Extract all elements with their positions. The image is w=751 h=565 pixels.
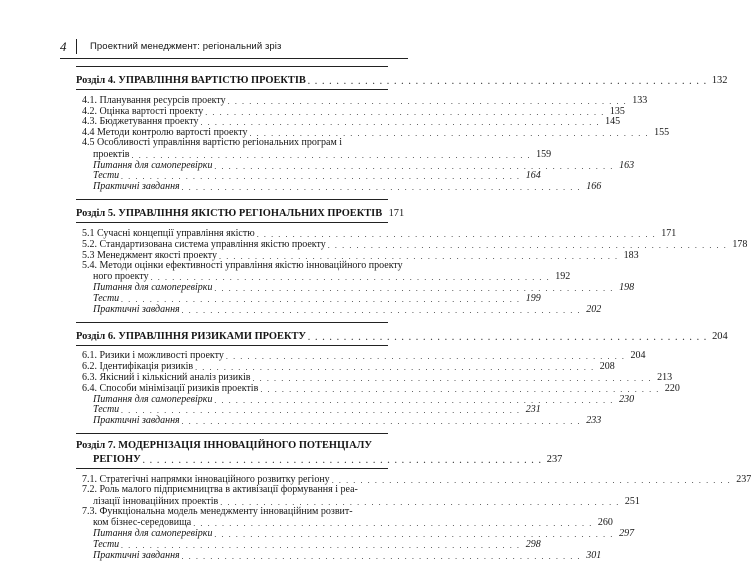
section-heading-page: 171 — [388, 208, 405, 220]
section-heading-page: 132 — [711, 75, 728, 86]
toc-exercise-entry — [76, 281, 635, 293]
dot-leader: . . . . . . . . . . . . . . . . . . . . . . . . . . . . . . . . . . . . . . . . . . . . . . . . . . . . . . . . — [131, 150, 532, 160]
section-heading-cont-label: РЕГІОНУ — [93, 454, 141, 466]
toc-entry-page: 208 — [599, 361, 615, 373]
section-heading — [76, 439, 388, 451]
dot-leader: . . . . . . . . . . . . . . . . . . . . . . . . . . . . . . . . . . . . . . . . . . . . . . . . . . . . . . . . — [249, 129, 650, 139]
dot-leader: . . . . . . . . . . . . . . . . . . . . . . . . . . . . . . . . . . . . . . . . . . . . . . . . . . . . . . . . — [121, 540, 521, 550]
section-heading-label: Розділ 4. УПРАВЛІННЯ ВАРТІСТЮ ПРОЕКТІВ — [76, 75, 306, 86]
toc-entry: 4.5 Особливості управління вартістю регіональних програм і — [82, 137, 343, 149]
toc-exercise-entry — [76, 393, 635, 405]
header-separator — [76, 39, 77, 54]
section-rule — [76, 199, 388, 200]
dot-leader: . . . . . . . . . . . . . . . . . . . . . . . . . . . . . . . . . . . . . . . . . . . . . . . . . . . . . . . . — [150, 273, 551, 283]
toc-entry — [76, 148, 552, 160]
toc-entry-label: 6.1. Ризики і можливості проекту — [82, 350, 224, 362]
dot-leader: . . . . . . . . . . . . . . . . . . . . . . . . . . . . . . . . . . . . . . . . . . . . . . . . . . . . . . . . — [121, 172, 521, 182]
toc-entry — [76, 116, 621, 128]
toc-entry-page: 213 — [657, 371, 673, 383]
toc-entry — [76, 495, 640, 507]
dot-leader: . . . . . . . . . . . . . . . . . . . . . . . . . . . . . . . . . . . . . . . . . . . . . . . . . . . . . . . . — [121, 294, 521, 304]
section-rule — [76, 345, 388, 346]
dot-leader: . . . . . . . . . . . . . . . . . . . . . . . . . . . . . . . . . . . . . . . . . . . . . . . . . . . . . . . . — [181, 551, 582, 561]
toc-entry — [76, 382, 680, 394]
dot-leader: . . . . . . . . . . . . . . . . . . . . . . . . . . . . . . . . . . . . . . . . . . . . . . . . . . . . . . . . — [193, 519, 593, 529]
dot-leader: . . . . . . . . . . . . . . . . . . . . . . . . . . . . . . . . . . . . . . . . . . . . . . . . . . . . . . . . — [214, 283, 615, 293]
toc-entry — [76, 371, 673, 383]
toc-exercise-entry-page: 230 — [619, 393, 635, 405]
toc-entry: 7.2. Роль малого підприємництва в активізації формування і реа- — [82, 483, 358, 495]
dot-leader: . . . . . . . . . . . . . . . . . . . . . . . . . . . . . . . . . . . . . . . . . . . . . . . . . . . . . . . . — [214, 395, 615, 405]
toc-entry-label: проектів — [93, 148, 130, 160]
section-heading — [76, 205, 405, 220]
toc-entry-page: 178 — [732, 238, 748, 250]
dot-leader: . . . . . . . . . . . . . . . . . . . . . . . . . . . . . . . . . . . . . . . . . . . . . . . . . . . . . . . . — [227, 96, 628, 106]
toc-entry-label: 6.2. Ідентифікація ризиків — [82, 361, 194, 373]
section-rule — [76, 222, 388, 223]
toc-entry-page: 135 — [609, 105, 625, 117]
toc-exercise-entry — [76, 170, 541, 182]
toc-exercise-entry-label: Питання для самоперевірки — [93, 159, 213, 171]
toc-entry-page: 155 — [654, 127, 670, 139]
toc-exercise-entry-label: Питання для самоперевірки — [93, 527, 213, 539]
toc-entry-page: 145 — [605, 116, 621, 128]
toc-exercise-entry-label: Тести — [93, 292, 120, 304]
toc-exercise-entry-label: Тести — [93, 538, 120, 550]
toc-exercise-entry-label: Практичні завдання — [93, 303, 180, 315]
toc-entry-page: 133 — [632, 94, 648, 106]
dot-leader: . . . . . . . . . . . . . . . . . . . . . . . . . . . . . . . . . . . . . . . . . . . . . . . . . . . . . . . . — [195, 363, 595, 373]
dot-leader: . . . . . . . . . . . . . . . . . . . . . . . . . . . . . . . . . . . . . . . . . . . . . . . . . . . . . . . . — [307, 77, 708, 86]
toc-exercise-entry-label: Практичні завдання — [93, 415, 180, 427]
section-gap — [76, 315, 388, 319]
dot-leader: . . . . . . . . . . . . . . . . . . . . . . . . . . . . . . . . . . . . . . . . . . . . . . . . . . . . . . . . — [256, 229, 657, 239]
book-title: Проектний менеджмент: регіональний зріз — [90, 41, 282, 52]
section-heading-cont — [76, 451, 563, 466]
toc-entry-label: 7.1. Стратегічні напрямки інноваційного розвитку регіону — [82, 473, 330, 485]
dot-leader: . . . . . . . . . . . . . . . . . . . . . . . . . . . . . . . . . . . . . . . . . . . . . . . . . . . . . . . . — [214, 161, 615, 171]
toc-entry-label: 4.2. Оцінка вартості проекту — [82, 105, 204, 117]
section-heading-cont-page: 237 — [546, 454, 563, 466]
dot-leader: . . . . . . . . . . . . . . . . . . . . . . . . . . . . . . . . . . . . . . . . . . . . . . . . . . . . . . . . — [214, 529, 615, 539]
toc-entry-label: 6.3. Якісний і кількісний аналіз ризиків — [82, 371, 251, 383]
section-rule — [76, 433, 388, 434]
toc-entry-label: ного проекту — [93, 271, 149, 283]
section-heading-label: Розділ 6. УПРАВЛІННЯ РИЗИКАМИ ПРОЕКТУ — [76, 330, 307, 342]
section-heading-label: Розділ 7. МОДЕРНІЗАЦІЯ ІННОВАЦІЙНОГО ПОТЕНЦІАЛУ — [76, 440, 372, 452]
dot-leader: . . . . . . . . . . . . . . . . . . . . . . . . . . . . . . . . . . . . . . . . . . . . . . . . . . . . . . . . — [181, 183, 582, 193]
toc-exercise-entry-page: 301 — [586, 549, 602, 561]
toc-exercise-entry — [76, 303, 602, 315]
toc-exercise-entry — [76, 527, 635, 539]
section-gap — [76, 426, 388, 430]
section-rule — [76, 468, 388, 469]
section-gap — [76, 192, 388, 196]
toc-entry-page: 220 — [664, 382, 680, 394]
toc-exercise-entry-page: 297 — [619, 527, 635, 539]
toc-entry-label: ком бізнес-середовища — [93, 517, 192, 529]
toc-entry — [76, 350, 646, 362]
toc-entry — [76, 227, 677, 239]
toc-exercise-entry-page: 202 — [586, 303, 602, 315]
section-heading-label: Розділ 5. УПРАВЛІННЯ ЯКІСТЮ РЕГІОНАЛЬНИХ ПРОЕКТІВ — [76, 208, 383, 220]
dot-leader: . . . . . . . . . . . . . . . . . . . . . . . . . . . . . . . . . . . . . . . . . . . . . . . . . . . . . . . . — [327, 240, 728, 250]
page-number: 4 — [60, 39, 67, 54]
toc-exercise-entry — [76, 538, 541, 550]
toc-exercise-entry-page: 164 — [525, 170, 541, 182]
header-rule — [60, 58, 408, 59]
toc-exercise-entry — [76, 181, 602, 193]
toc-entry — [76, 361, 615, 373]
dot-leader: . . . . . . . . . . . . . . . . . . . . . . . . . . . . . . . . . . . . . . . . . . . . . . . . . . . . . . . . — [308, 332, 708, 342]
toc-entry-label: 5.1 Сучасні концепції управління якістю — [82, 227, 255, 239]
toc-entry-page: 260 — [597, 517, 613, 529]
toc-exercise-entry — [76, 404, 541, 416]
toc-entry-label: 4.3. Бюджетування проекту — [82, 116, 199, 128]
dot-leader: . . . . . . . . . . . . . . . . . . . . . . . . . . . . . . . . . . . . . . . . . . . . . . . . . . . . . . . . — [181, 417, 582, 427]
toc-exercise-entry-page: 298 — [525, 538, 541, 550]
toc-entry-page: 192 — [555, 271, 571, 283]
toc-entry-label: 6.4. Способи мінімізації ризиків проектів — [82, 382, 259, 394]
running-header — [60, 38, 408, 56]
toc-entry — [76, 271, 571, 283]
dot-leader: . . . . . . . . . . . . . . . . . . . . . . . . . . . . . . . . . . . . . . . . . . . . . . . . . . . . . . . . — [219, 251, 619, 261]
toc-entry-page: 251 — [624, 495, 640, 507]
dot-leader: . . . . . . . . . . . . . . . . . . . . . . . . . . . . . . . . . . . . . . . . . . . . . . . . . . . . . . . . — [142, 456, 543, 466]
toc-exercise-entry-page: 166 — [586, 181, 602, 193]
dot-leader: . . . . . . . . . . . . . . . . . . . . . . . . . . . . . . . . . . . . . . . . . . . . . . . . . . . . . . . . — [205, 107, 605, 117]
toc-exercise-entry-page: 231 — [525, 404, 541, 416]
toc-entry-label: 5.2. Стандартизована система управління якістю проекту — [82, 238, 326, 250]
toc-exercise-entry-label: Питання для самоперевірки — [93, 393, 213, 405]
toc-exercise-entry-label: Тести — [93, 170, 120, 182]
toc-entry-page: 237 — [736, 473, 751, 485]
dot-leader: . . . . . . . . . . . . . . . . . . . . . . . . . . . . . . . . . . . . . . . . . . . . . . . . . . . . . . . . — [200, 118, 601, 128]
section-gap — [76, 561, 388, 565]
toc-exercise-entry — [76, 292, 541, 304]
dot-leader: . . . . . . . . . . . . . . . . . . . . . . . . . . . . . . . . . . . . . . . . . . . . . . . . . . . . . . . . — [181, 305, 582, 315]
section-rule — [76, 66, 388, 67]
toc-entry — [76, 94, 648, 106]
toc-exercise-entry-page: 233 — [586, 415, 602, 427]
toc-entry-label: 4.4 Методи контролю вартості проекту — [82, 127, 248, 139]
dot-leader: . . . . . . . . . . . . . . . . . . . . . . . . . . . . . . . . . . . . . . . . . . . . . . . . . . . . . . . . — [121, 406, 521, 416]
toc-exercise-entry-label: Практичні завдання — [93, 549, 180, 561]
toc-entry-label: 5.3 Менеджмент якості проекту — [82, 249, 218, 261]
toc-exercise-entry-page: 163 — [619, 159, 635, 171]
toc-exercise-entry — [76, 549, 602, 561]
toc-entry-label: 4.1. Планування ресурсів проекту — [82, 94, 226, 106]
toc-entry — [76, 249, 639, 261]
section-heading — [76, 72, 728, 86]
dot-leader: . . . . . . . . . . . . . . . . . . . . . . . . . . . . . . . . . . . . . . . . . . . . . . . . . . . . . . . . — [260, 384, 660, 394]
section-heading — [76, 328, 728, 342]
toc-exercise-entry — [76, 415, 602, 427]
toc-exercise-entry-page: 199 — [525, 292, 541, 304]
toc-entry: 7.3. Функціональна модель менеджменту інноваційним розвит- — [82, 505, 353, 517]
dot-leader: . . . . . . . . . . . . . . . . . . . . . . . . . . . . . . . . . . . . . . . . . . . . . . . . . . . . . . . . — [331, 475, 732, 485]
toc-entry-page: 204 — [630, 350, 646, 362]
toc-entry: 5.4. Методи оцінки ефективності управління якістю інноваційного проекту — [82, 259, 403, 271]
section-heading-page: 204 — [712, 330, 728, 342]
toc-entry — [76, 238, 748, 250]
section-rule — [76, 89, 388, 90]
toc-exercise-entry-label: Тести — [93, 404, 120, 416]
toc-exercise-entry — [76, 159, 635, 171]
toc-exercise-entry-page: 198 — [619, 281, 635, 293]
dot-leader: . . . . . . . . . . . . . . . . . . . . . . . . . . . . . . . . . . . . . . . . . . . . . . . . . . . . . . . . — [252, 373, 653, 383]
toc-entry — [76, 517, 613, 529]
toc-entry-page: 171 — [661, 227, 677, 239]
toc-entry-page: 183 — [623, 249, 639, 261]
toc-entry-label: лізації інноваційних проектів — [93, 495, 219, 507]
table-of-contents — [76, 66, 751, 565]
toc-exercise-entry-label: Практичні завдання — [93, 181, 180, 193]
toc-entry — [76, 105, 625, 117]
dot-leader: . . . . . . . . . . . . . . . . . . . . . . . . . . . . . . . . . . . . . . . . . . . . . . . . . . . . . . . . — [220, 497, 620, 507]
dot-leader: . . . . . . . . . . . . . . . . . . . . . . . . . . . . . . . . . . . . . . . . . . . . . . . . . . . . . . . . — [225, 352, 626, 362]
toc-exercise-entry-label: Питання для самоперевірки — [93, 281, 213, 293]
toc-entry-page: 159 — [536, 148, 552, 160]
section-rule — [76, 322, 388, 323]
